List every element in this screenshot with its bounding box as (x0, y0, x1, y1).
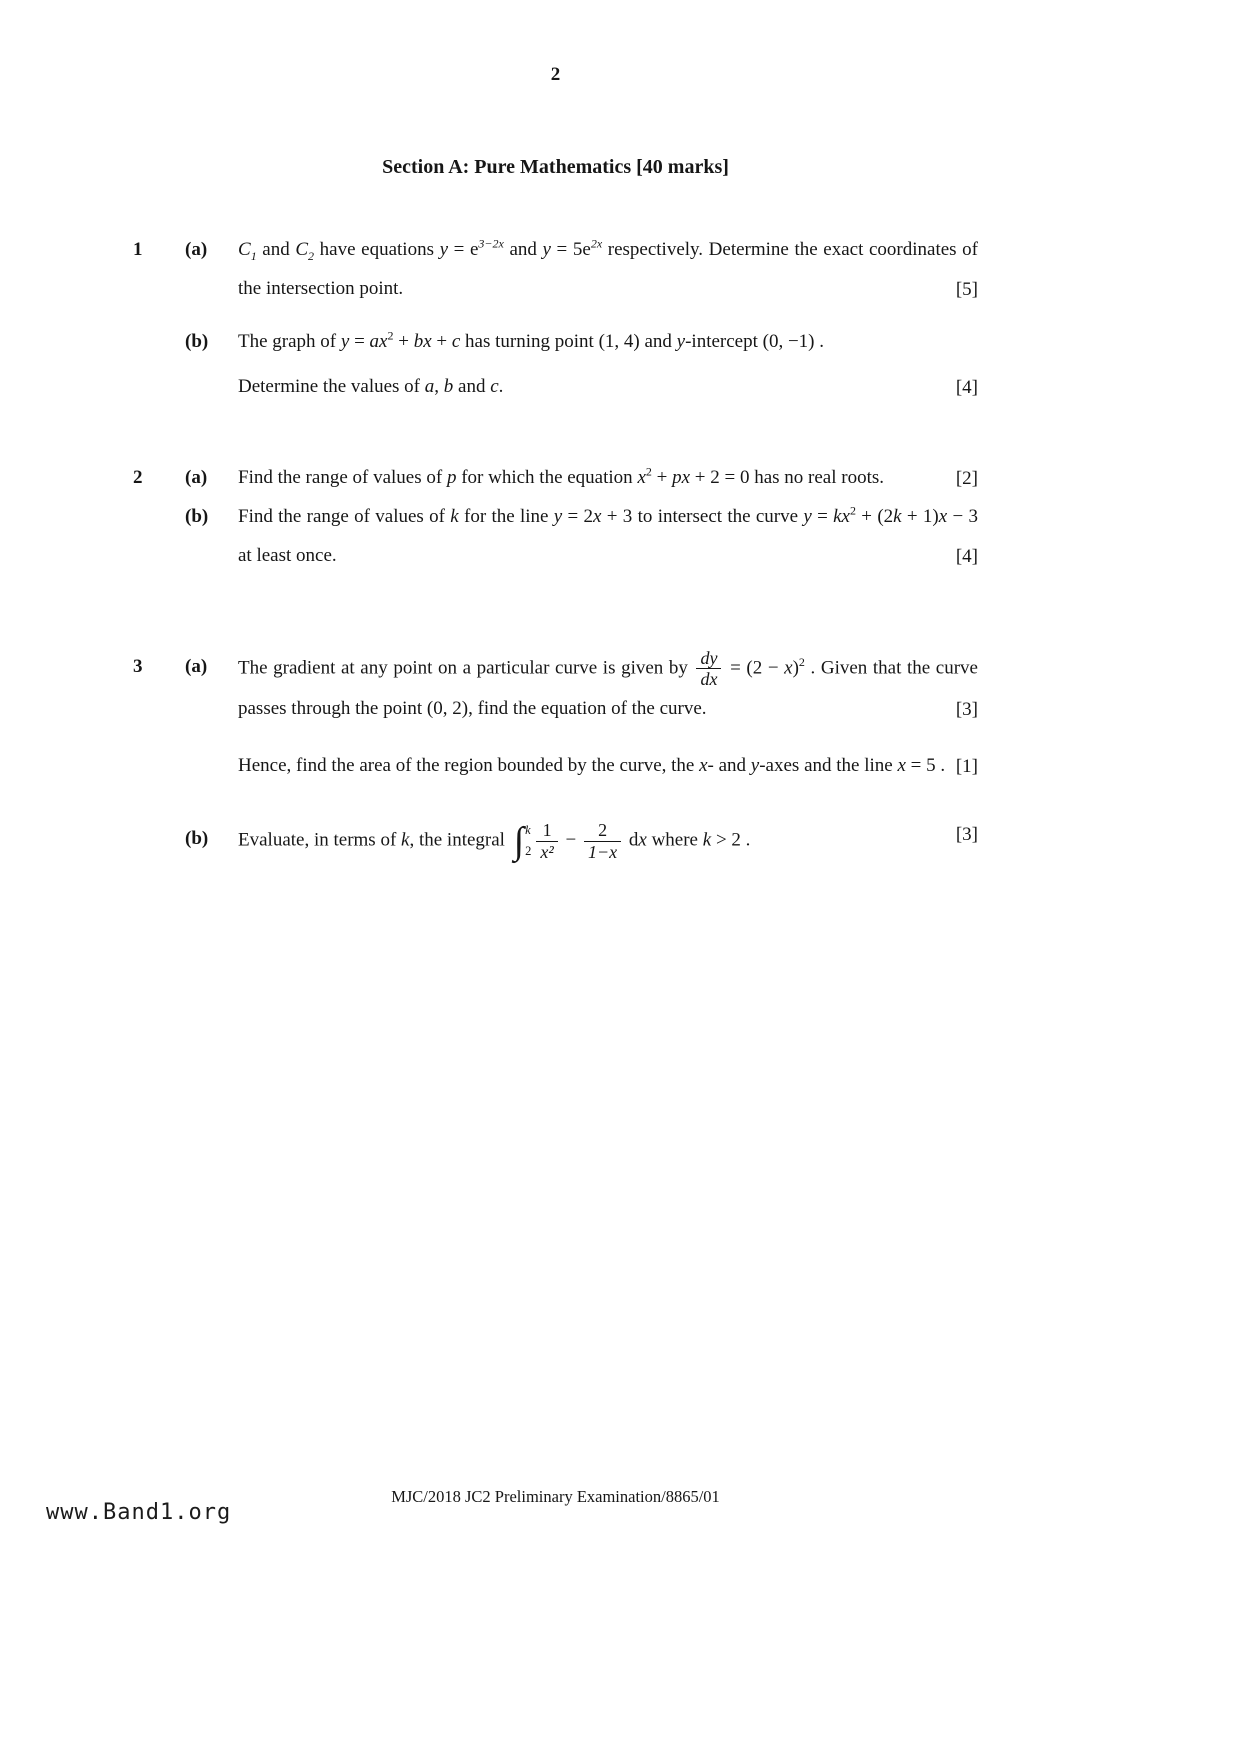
question-2-parts (185, 459, 978, 576)
marks-badge: [3] (955, 824, 978, 846)
question-1-part-b (185, 323, 978, 407)
part-b-label: (b) (185, 827, 209, 849)
paragraph (238, 323, 978, 362)
page-number: 2 (550, 64, 561, 85)
marks-badge: [4] (955, 376, 978, 398)
part-a-label: (a) (185, 466, 208, 488)
part-b-body (238, 498, 978, 576)
paragraph (238, 231, 978, 309)
paragraph (238, 747, 978, 786)
part-a-label: (a) (185, 655, 208, 677)
question-3-part-b (185, 820, 978, 862)
marks-badge: [2] (955, 467, 978, 489)
paragraph (238, 648, 978, 729)
question-3-number: 3 (133, 655, 143, 677)
question-text: The gradient at any point on a particular curve is given by $\frac{dy}{dx}$ = $(2 - x)^2$ . Given that the curve passes through the point (0, 2), find the equation of the curve. (238, 647, 978, 719)
question-2-part-a (185, 459, 978, 498)
part-b-body (238, 820, 978, 862)
question-1-parts (185, 231, 978, 407)
part-a-body (238, 648, 978, 786)
part-b-body (238, 323, 978, 407)
part-b-label: (b) (185, 505, 209, 527)
footer-exam-reference: MJC/2018 JC2 Preliminary Examination/8865/01 (391, 1487, 720, 1506)
question-2-part-b (185, 498, 978, 576)
paragraph (238, 368, 978, 407)
paragraph (238, 459, 978, 498)
marks-badge: [3] (955, 698, 978, 720)
page-content (0, 0, 1239, 862)
marks-badge: [1] (955, 755, 978, 777)
marks-badge: [4] (955, 545, 978, 567)
question-text: Hence, find the area of the region bounded by the curve, the x- and y-axes and the line x = 5 . (238, 754, 946, 776)
question-text: The graph of $y = ax^2$ + bx + c has turning point (1, 4) and y-intercept (0, −1) . (238, 328, 825, 352)
question-1 (133, 231, 978, 407)
part-b-label: (b) (185, 330, 209, 352)
question-1-part-a (185, 231, 978, 309)
part-a-body (238, 231, 978, 309)
question-2-number: 2 (133, 466, 143, 488)
question-1-number: 1 (133, 239, 143, 260)
paragraph (238, 498, 978, 576)
part-a-body (238, 459, 978, 498)
question-2 (133, 459, 978, 576)
question-3 (133, 648, 978, 863)
question-text: $C_1$ and $C_2$ have equations $y = e^{3-2x}$ and $y = 5e^{2x}$ respectively. Determine the exact coordinates of the intersection point. (238, 236, 979, 299)
question-text: Determine the values of a, b and c. (238, 375, 504, 397)
part-a-label: (a) (185, 239, 208, 260)
question-text: Evaluate, in terms of k, the integral ∫ k 2 $\frac{1}{\text{x²}}$ − $\frac{2}{1-x}$ dx where k > 2 . (238, 819, 751, 862)
section-title: Section A: Pure Mathematics [40 marks] (382, 156, 729, 178)
paragraph (238, 820, 978, 862)
watermark-website: www.Band1.org (46, 1500, 232, 1525)
question-text: Find the range of values of k for the line y = 2x + 3 to intersect the curve $y = kx^2 + (2k + 1)x - 3$ at least once. (238, 503, 979, 566)
marks-badge: [5] (955, 278, 978, 300)
question-3-parts (185, 648, 978, 863)
question-3-part-a (185, 648, 978, 786)
question-text: Find the range of values of p for which the equation $x^2$ + px + 2 = 0 has no real roots. (238, 464, 885, 488)
